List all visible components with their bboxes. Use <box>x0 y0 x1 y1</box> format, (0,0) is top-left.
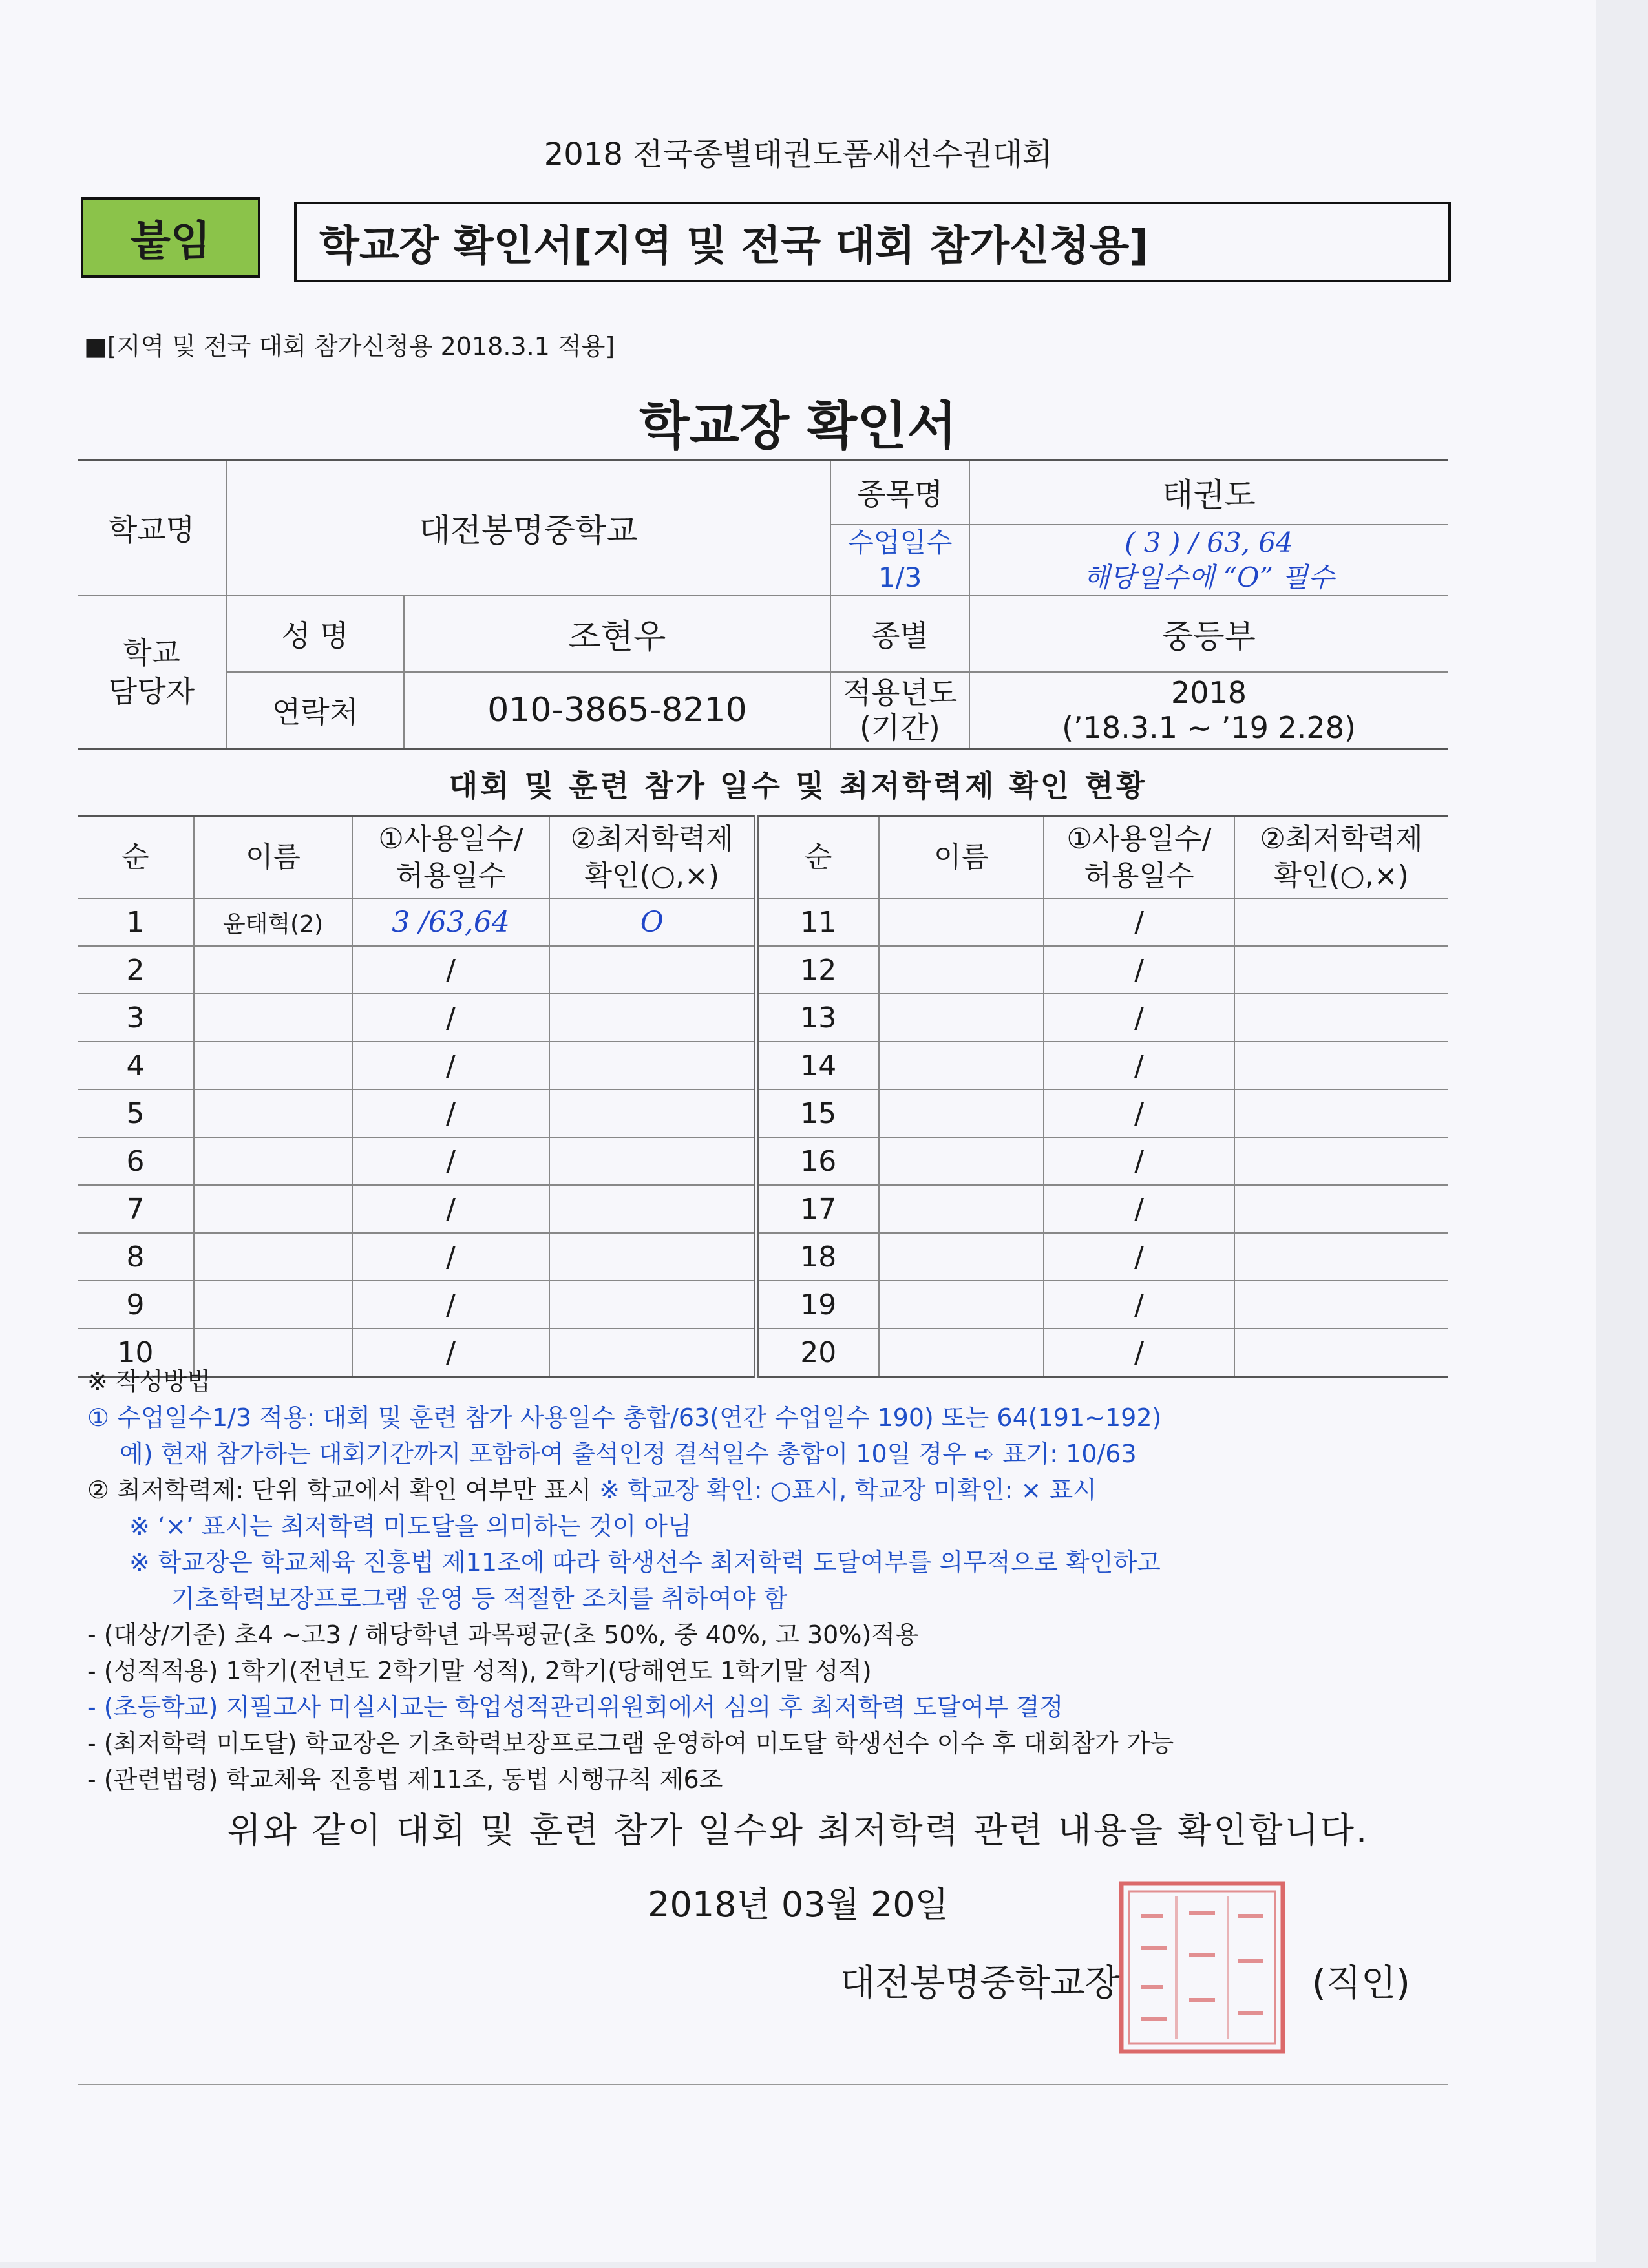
note-principal-duty: ※ 학교장은 학교체육 진흥법 제11조에 따라 학생선수 최저학력 도달여부를 의무적으로 확인하고 <box>129 1548 1161 1577</box>
row-number: 19 <box>756 1281 879 1328</box>
student-name <box>879 1042 1044 1089</box>
student-name <box>194 946 352 994</box>
row-number: 16 <box>756 1137 879 1185</box>
table-row <box>78 1185 1448 1233</box>
days-used: / <box>352 1089 549 1137</box>
official-seal-stamp <box>1115 1877 1289 2058</box>
note-principal-duty-cont: 기초학력보장프로그램 운영 등 적절한 조치를 취하여야 함 <box>171 1584 788 1613</box>
document-title: 학교장 확인서 <box>639 396 957 456</box>
academic-check <box>1234 1281 1448 1328</box>
academic-check: O <box>549 898 756 946</box>
academic-check <box>1234 898 1448 946</box>
student-name <box>194 1137 352 1185</box>
days-used: / <box>1044 1137 1234 1185</box>
days-used: / <box>352 946 549 994</box>
class-days-value <box>969 525 1448 596</box>
student-name <box>194 1089 352 1137</box>
participation-table <box>78 815 1448 1378</box>
days-handwritten: ( 3 ) / 63, 64 <box>1125 526 1293 558</box>
class-days-label: 수업일수 1/3 <box>830 525 969 596</box>
academic-check <box>1234 994 1448 1042</box>
note-x-meaning: ※ ‘×’ 표시는 최저학력 미도달을 의미하는 것이 아님 <box>129 1512 692 1540</box>
name-label: 성 명 <box>226 596 404 672</box>
row-number: 10 <box>78 1328 194 1377</box>
days-used: / <box>1044 1233 1234 1281</box>
row-number: 8 <box>78 1233 194 1281</box>
name-value: 조현우 <box>404 596 830 672</box>
days-used: / <box>352 1233 549 1281</box>
student-name <box>194 994 352 1042</box>
row-number: 12 <box>756 946 879 994</box>
student-name: 윤태혁(2) <box>194 898 352 946</box>
academic-check <box>1234 946 1448 994</box>
header-check: ②최저학력제 확인(○,×) <box>1234 817 1448 899</box>
academic-check <box>549 1281 756 1328</box>
academic-check <box>549 1185 756 1233</box>
student-name <box>879 898 1044 946</box>
school-info-table <box>78 459 1448 750</box>
row-number: 17 <box>756 1185 879 1233</box>
event-label: 종목명 <box>830 460 969 525</box>
days-used: / <box>1044 946 1234 994</box>
note-class-days-example: 예) 현재 참가하는 대회기간까지 포함하여 출석인정 결석일수 총합이 10일 경우 ➪ 표기: 10/63 <box>120 1440 1137 1468</box>
row-number: 9 <box>78 1281 194 1328</box>
row-number: 2 <box>78 946 194 994</box>
detail-grades: - (성적적용) 1학기(전년도 2학기말 성적), 2학기(당해연도 1학기말 성적) <box>87 1657 872 1685</box>
table-row <box>78 1137 1448 1185</box>
attachment-badge: 붙임 <box>81 197 260 278</box>
days-used: / <box>1044 1042 1234 1089</box>
division-label: 종별 <box>830 596 969 672</box>
contact-person-label: 학교 담당자 <box>78 596 226 750</box>
table-row <box>78 898 1448 946</box>
days-used: / <box>1044 1281 1234 1328</box>
days-instruction: 해당일수에 “O” 필수 <box>1083 561 1335 593</box>
days-used: / <box>1044 1185 1234 1233</box>
principal-title: 대전봉명중학교장 <box>840 1962 1120 2004</box>
academic-check <box>549 946 756 994</box>
row-number: 14 <box>756 1042 879 1089</box>
days-used: / <box>1044 898 1234 946</box>
student-name <box>194 1281 352 1328</box>
year-label: 적용년도 (기간) <box>830 672 969 750</box>
row-number: 11 <box>756 898 879 946</box>
detail-law: - (관련법령) 학교체육 진흥법 제11조, 동법 시행규칙 제6조 <box>87 1765 723 1794</box>
event-title: 2018 전국종별태권도품새선수권대회 <box>544 136 1053 173</box>
instructions <box>87 1363 1174 1798</box>
row-number: 6 <box>78 1137 194 1185</box>
phone-label: 연락처 <box>226 672 404 750</box>
school-name-label: 학교명 <box>78 460 226 596</box>
student-name <box>879 946 1044 994</box>
table-title: 대회 및 훈련 참가 일수 및 최저학력제 확인 현황 <box>449 768 1148 803</box>
header-name: 이름 <box>194 817 352 899</box>
student-name <box>879 1281 1044 1328</box>
phone-value: 010-3865-8210 <box>404 672 830 750</box>
header-days: ①사용일수/ 허용일수 <box>1044 817 1234 899</box>
days-used: / <box>352 1042 549 1089</box>
days-used: / <box>352 1185 549 1233</box>
academic-check <box>549 1233 756 1281</box>
academic-check <box>1234 1089 1448 1137</box>
detail-target: - (대상/기준) 초4 ~고3 / 해당학년 과목평균(초 50%, 중 40%, 고 30%)적용 <box>87 1621 919 1649</box>
academic-check <box>1234 1328 1448 1377</box>
form-title-box <box>294 202 1451 282</box>
note-min-academic: ② 최저학력제: 단위 학교에서 확인 여부만 표시 ※ 학교장 확인: ○표시, 학교장 미확인: × 표시 <box>87 1476 1097 1504</box>
header-days: ①사용일수/ 허용일수 <box>352 817 549 899</box>
days-used: / <box>352 1328 549 1377</box>
academic-check <box>1234 1137 1448 1185</box>
row-number: 13 <box>756 994 879 1042</box>
days-used: / <box>352 1281 549 1328</box>
days-used: / <box>1044 994 1234 1042</box>
student-name <box>879 1185 1044 1233</box>
detail-elementary: - (초등학교) 지필고사 미실시교는 학업성적관리위원회에서 심의 후 최저학력 도달여부 결정 <box>87 1693 1064 1721</box>
student-name <box>879 1233 1044 1281</box>
bottom-divider <box>78 2084 1448 2085</box>
academic-check <box>549 994 756 1042</box>
row-number: 15 <box>756 1089 879 1137</box>
academic-check <box>1234 1042 1448 1089</box>
academic-check <box>549 1089 756 1137</box>
days-used: / <box>352 994 549 1042</box>
division-value: 중등부 <box>969 596 1448 672</box>
academic-check <box>549 1042 756 1089</box>
header-name: 이름 <box>879 817 1044 899</box>
row-number: 3 <box>78 994 194 1042</box>
row-number: 20 <box>756 1328 879 1377</box>
student-name <box>194 1233 352 1281</box>
table-row <box>78 1042 1448 1089</box>
student-name <box>879 1137 1044 1185</box>
academic-check <box>549 1137 756 1185</box>
header-no: 순 <box>78 817 194 899</box>
confirmation-statement: 위와 같이 대회 및 훈련 참가 일수와 최저학력 관련 내용을 확인합니다. <box>227 1810 1369 1851</box>
academic-check <box>1234 1185 1448 1233</box>
seal-mark: (직인) <box>1312 1962 1410 2004</box>
school-name-value: 대전봉명중학교 <box>226 460 830 596</box>
instructions-heading: ※ 작성방법 <box>87 1367 211 1396</box>
academic-check <box>1234 1233 1448 1281</box>
row-number: 5 <box>78 1089 194 1137</box>
year-value: 2018 (’18.3.1 ~ ’19 2.28) <box>969 672 1448 750</box>
days-used: / <box>1044 1328 1234 1377</box>
form-title: 학교장 확인서[지역 및 전국 대회 참가신청용] <box>319 222 1148 270</box>
student-name <box>194 1185 352 1233</box>
table-header-row <box>78 817 1448 899</box>
table-row <box>78 1281 1448 1328</box>
signature-date: 2018년 03월 20일 <box>648 1884 949 1925</box>
note-class-days: ① 수업일수1/3 적용: 대회 및 훈련 참가 사용일수 총합/63(연간 수업일수 190) 또는 64(191~192) <box>87 1403 1162 1432</box>
table-row <box>78 1089 1448 1137</box>
student-name <box>879 994 1044 1042</box>
table-row <box>78 946 1448 994</box>
detail-unmet: - (최저학력 미도달) 학교장은 기초학력보장프로그램 운영하여 미도달 학생선수 이수 후 대회참가 가능 <box>87 1729 1174 1758</box>
table-row <box>78 994 1448 1042</box>
days-used: / <box>1044 1089 1234 1137</box>
header-check: ②최저학력제 확인(○,×) <box>549 817 756 899</box>
days-used: 3 /63,64 <box>352 898 549 946</box>
row-number: 7 <box>78 1185 194 1233</box>
student-name <box>879 1089 1044 1137</box>
event-value: 태권도 <box>969 460 1448 525</box>
days-used: / <box>352 1137 549 1185</box>
row-number: 1 <box>78 898 194 946</box>
header-no: 순 <box>756 817 879 899</box>
table-row <box>78 1233 1448 1281</box>
student-name <box>194 1042 352 1089</box>
applicability-notice: ■[지역 및 전국 대회 참가신청용 2018.3.1 적용] <box>84 332 615 361</box>
row-number: 4 <box>78 1042 194 1089</box>
row-number: 18 <box>756 1233 879 1281</box>
